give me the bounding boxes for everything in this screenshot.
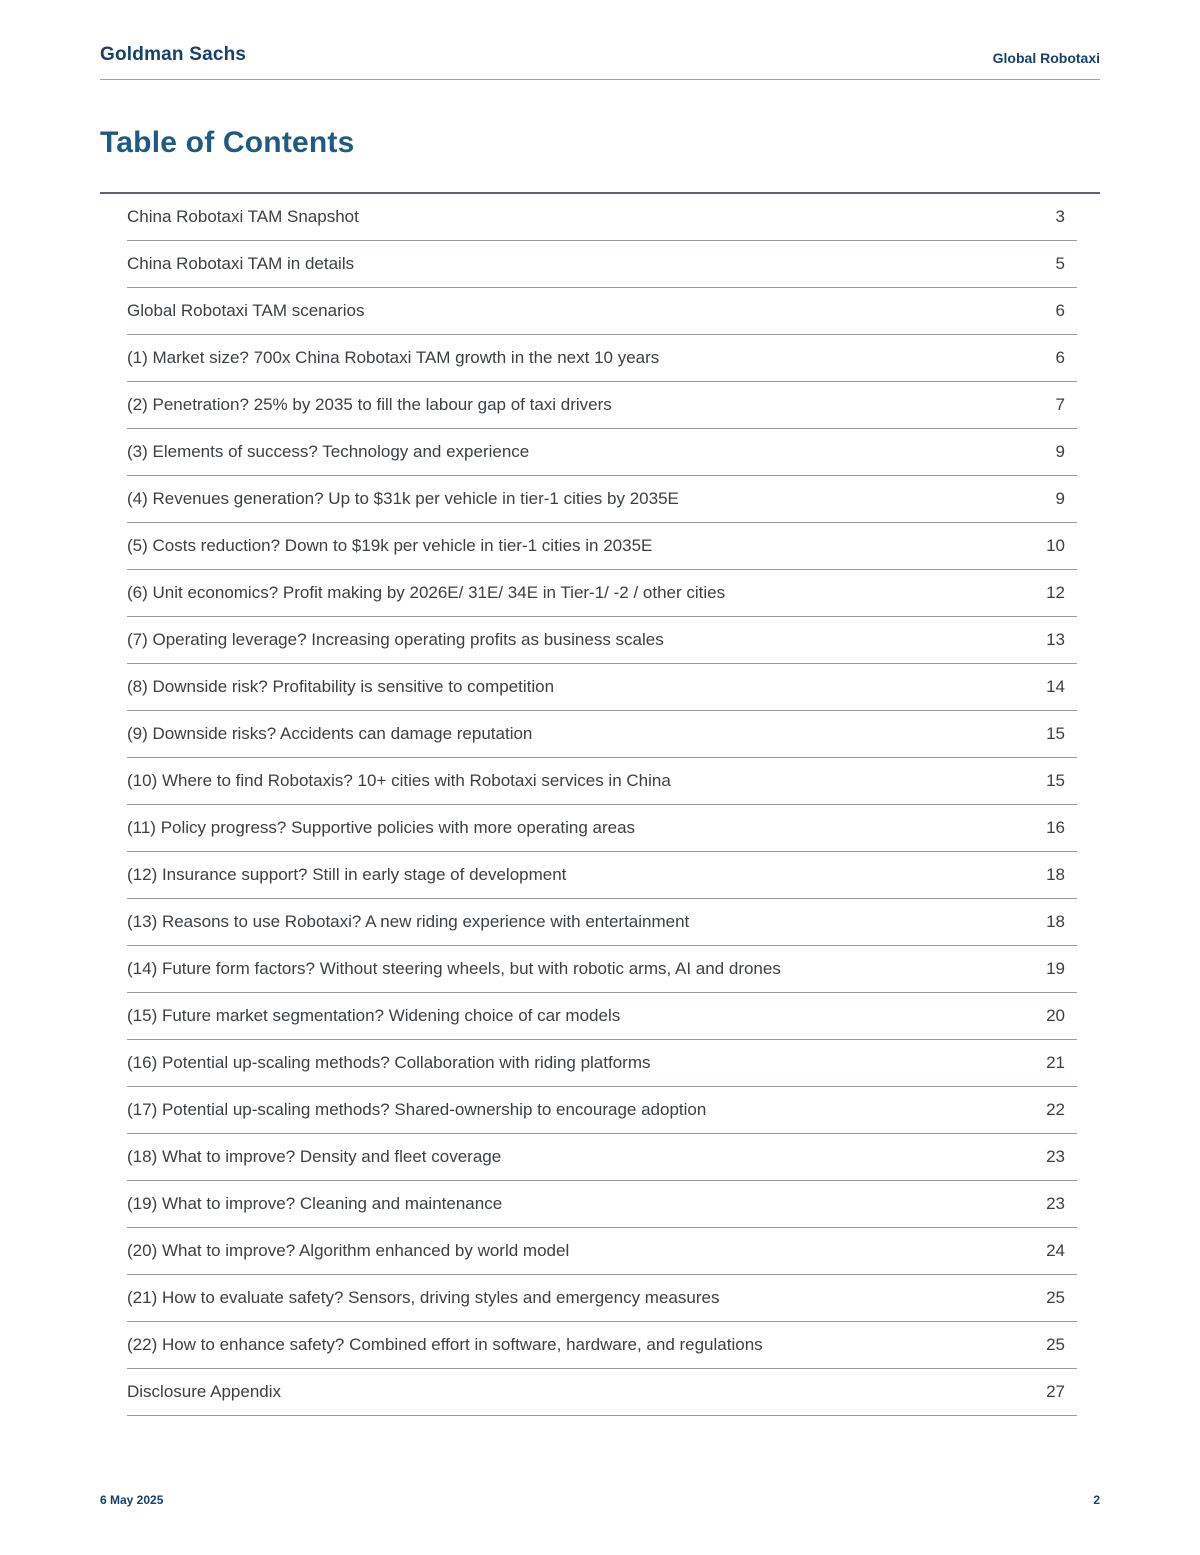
toc-entry[interactable] <box>127 288 1077 335</box>
toc-entry-label: (12) Insurance support? Still in early stage of development <box>127 865 567 884</box>
toc-entry[interactable] <box>127 899 1077 946</box>
toc-entry-label: (22) How to enhance safety? Combined effort in software, hardware, and regulations <box>127 1335 763 1354</box>
toc-entry-label: (6) Unit economics? Profit making by 2026E/ 31E/ 34E in Tier-1/ -2 / other cities <box>127 583 726 602</box>
toc-entry-label: (10) Where to find Robotaxis? 10+ cities with Robotaxi services in China <box>127 771 671 790</box>
toc-entry-label: (4) Revenues generation? Up to $31k per vehicle in tier-1 cities by 2035E <box>127 489 679 508</box>
toc-entry-page: 6 <box>1055 348 1065 367</box>
table-of-contents <box>127 194 1077 1416</box>
toc-entry-label: China Robotaxi TAM in details <box>127 254 355 273</box>
toc-entry-label: (15) Future market segmentation? Widening choice of car models <box>127 1006 621 1025</box>
toc-entry[interactable] <box>127 993 1077 1040</box>
toc-entry-label: (21) How to evaluate safety? Sensors, driving styles and emergency measures <box>127 1288 720 1307</box>
page-title: Table of Contents <box>100 126 355 159</box>
toc-entry[interactable] <box>127 852 1077 899</box>
toc-entry[interactable] <box>127 523 1077 570</box>
toc-entry-label: China Robotaxi TAM Snapshot <box>127 207 359 226</box>
toc-entry-label: (1) Market size? 700x China Robotaxi TAM growth in the next 10 years <box>127 348 660 367</box>
toc-entry[interactable] <box>127 805 1077 852</box>
toc-entry-label: (3) Elements of success? Technology and experience <box>127 442 530 461</box>
toc-entry[interactable] <box>127 1275 1077 1322</box>
toc-entry[interactable] <box>127 758 1077 805</box>
toc-entry[interactable] <box>127 946 1077 993</box>
report-title: Global Robotaxi <box>992 50 1100 66</box>
toc-entry-page: 9 <box>1055 442 1065 461</box>
toc-entry-page: 25 <box>1046 1335 1065 1354</box>
toc-entry[interactable] <box>127 1181 1077 1228</box>
toc-entry-label: (18) What to improve? Density and fleet coverage <box>127 1147 502 1166</box>
footer-date: 6 May 2025 <box>100 1493 164 1507</box>
toc-entry-page: 19 <box>1046 959 1065 978</box>
toc-entry-label: (8) Downside risk? Profitability is sensitive to competition <box>127 677 555 696</box>
header-divider <box>100 79 1100 80</box>
toc-entry[interactable] <box>127 617 1077 664</box>
toc-entry[interactable] <box>127 194 1077 241</box>
toc-entry-page: 16 <box>1046 818 1065 837</box>
toc-entry-page: 5 <box>1055 254 1065 273</box>
toc-entry-page: 20 <box>1046 1006 1065 1025</box>
toc-entry[interactable] <box>127 570 1077 617</box>
toc-entry[interactable] <box>127 382 1077 429</box>
toc-entry-page: 6 <box>1055 301 1065 320</box>
toc-entry-label: (17) Potential up-scaling methods? Shared-ownership to encourage adoption <box>127 1100 707 1119</box>
brand-logo-text: Goldman Sachs <box>100 44 247 65</box>
toc-entry-page: 13 <box>1046 630 1065 649</box>
toc-entry-page: 27 <box>1046 1382 1065 1401</box>
toc-entry[interactable] <box>127 1134 1077 1181</box>
toc-entry-label: (20) What to improve? Algorithm enhanced by world model <box>127 1241 570 1260</box>
toc-entry[interactable] <box>127 1087 1077 1134</box>
toc-entry-label: (5) Costs reduction? Down to $19k per vehicle in tier-1 cities in 2035E <box>127 536 653 555</box>
toc-entry[interactable] <box>127 1228 1077 1275</box>
toc-entry-page: 15 <box>1046 771 1065 790</box>
toc-entry[interactable] <box>127 711 1077 758</box>
toc-entry-page: 10 <box>1046 536 1065 555</box>
toc-entry-page: 25 <box>1046 1288 1065 1307</box>
toc-entry[interactable] <box>127 1040 1077 1087</box>
toc-entry-page: 23 <box>1046 1194 1065 1213</box>
toc-entry[interactable] <box>127 476 1077 523</box>
toc-entry-page: 21 <box>1046 1053 1065 1072</box>
toc-entry-label: (9) Downside risks? Accidents can damage reputation <box>127 724 533 743</box>
toc-entry-label: Disclosure Appendix <box>127 1382 282 1401</box>
toc-entry-page: 23 <box>1046 1147 1065 1166</box>
toc-entry[interactable] <box>127 241 1077 288</box>
toc-entry-page: 24 <box>1046 1241 1065 1260</box>
toc-entry-label: (14) Future form factors? Without steering wheels, but with robotic arms, AI and drones <box>127 959 781 978</box>
toc-entry-page: 18 <box>1046 912 1065 931</box>
footer-page-number: 2 <box>1093 1493 1100 1507</box>
toc-entry-label: (19) What to improve? Cleaning and maintenance <box>127 1194 503 1213</box>
toc-entry[interactable] <box>127 1369 1077 1416</box>
toc-entry-label: Global Robotaxi TAM scenarios <box>127 301 365 320</box>
toc-entry[interactable] <box>127 1322 1077 1369</box>
toc-entry[interactable] <box>127 429 1077 476</box>
report-footer <box>100 1493 1100 1507</box>
toc-entry-page: 18 <box>1046 865 1065 884</box>
toc-entry-label: (16) Potential up-scaling methods? Collaboration with riding platforms <box>127 1053 651 1072</box>
toc-entry[interactable] <box>127 664 1077 711</box>
toc-entry-label: (2) Penetration? 25% by 2035 to fill the labour gap of taxi drivers <box>127 395 612 414</box>
toc-entry-page: 9 <box>1055 489 1065 508</box>
toc-entry-page: 15 <box>1046 724 1065 743</box>
toc-entry[interactable] <box>127 335 1077 382</box>
toc-entry-label: (7) Operating leverage? Increasing operating profits as business scales <box>127 630 664 649</box>
toc-entry-page: 12 <box>1046 583 1065 602</box>
toc-entry-label: (11) Policy progress? Supportive policies with more operating areas <box>127 818 636 837</box>
toc-entry-page: 22 <box>1046 1100 1065 1119</box>
toc-entry-page: 3 <box>1055 207 1065 226</box>
report-header <box>100 0 1100 66</box>
toc-entry-label: (13) Reasons to use Robotaxi? A new riding experience with entertainment <box>127 912 690 931</box>
toc-entry-page: 14 <box>1046 677 1065 696</box>
toc-entry-page: 7 <box>1055 395 1065 414</box>
